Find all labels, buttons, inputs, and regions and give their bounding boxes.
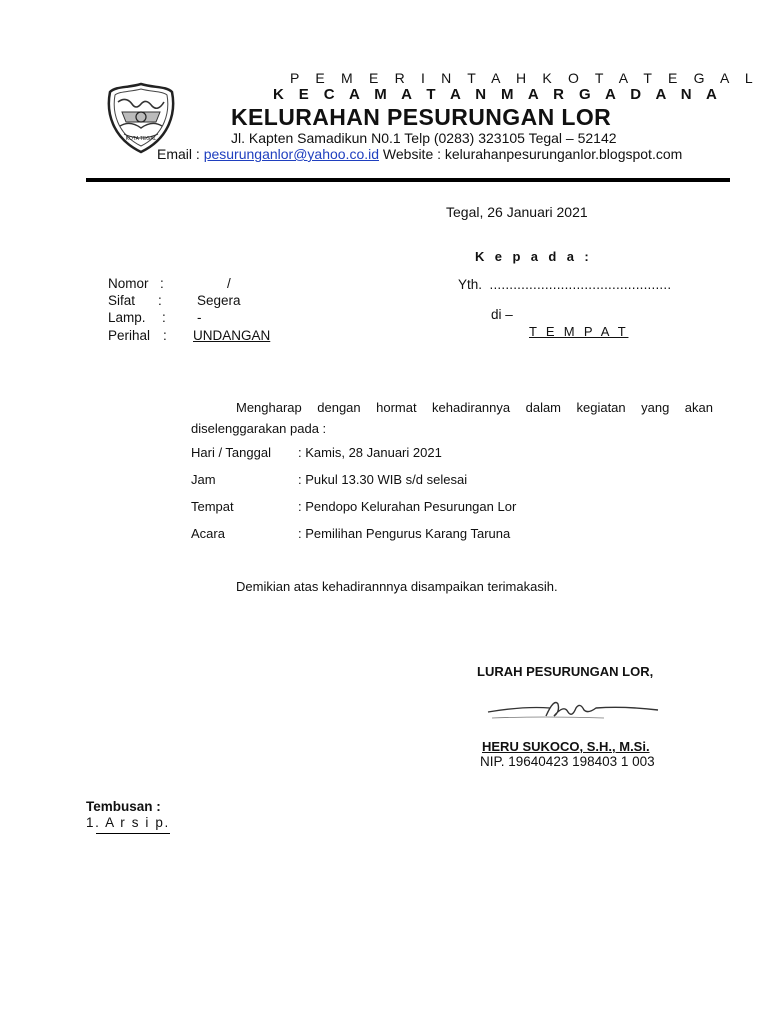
signatory-nip: NIP. 19640423 198403 1 003 — [480, 754, 655, 769]
city-emblem-logo — [106, 82, 176, 154]
header-village: KELURAHAN PESURUNGAN LOR — [231, 104, 612, 130]
closing-text: Demikian atas kehadirannnya disampaikan terimakasih. — [236, 579, 558, 594]
tembusan-underline — [96, 833, 170, 834]
detail-label-time: Jam — [191, 472, 216, 487]
recipient-dots: .............................................. — [489, 277, 672, 292]
sifat-colon: : — [158, 293, 162, 308]
handwritten-signature — [484, 692, 662, 724]
perihal-value: UNDANGAN — [193, 328, 271, 343]
header-divider — [86, 178, 730, 182]
sifat-value: Segera — [197, 293, 241, 308]
detail-value-date: : Kamis, 28 Januari 2021 — [298, 445, 442, 460]
nomor-colon: : — [160, 276, 164, 291]
header-government: P E M E R I N T A H K O T A T E G A L — [290, 70, 759, 86]
nomor-value: / — [227, 276, 231, 291]
signatory-name: HERU SUKOCO, S.H., M.Si. — [482, 739, 650, 754]
detail-label-date: Hari / Tanggal — [191, 445, 271, 460]
svg-text:KOTA TEGAL: KOTA TEGAL — [125, 136, 157, 142]
header-address: Jl. Kapten Samadikun N0.1 Telp (0283) 323105 Tegal – 52142 — [231, 130, 617, 146]
email-link[interactable]: pesurunganlor@yahoo.co.id — [203, 146, 380, 162]
kepada-heading: K e p a d a : — [475, 249, 593, 264]
recipient-line — [458, 277, 671, 292]
website-text: Website : kelurahanpesurunganlor.blogspot.com — [379, 146, 683, 162]
letter-body: Mengharap dengan hormat kehadirannya dalam kegiatan yang akan diselenggarakan pada : — [191, 400, 713, 436]
lamp-colon: : — [162, 310, 166, 325]
detail-label-event: Acara — [191, 526, 225, 541]
nomor-label: Nomor — [108, 276, 149, 291]
header-district: K E C A M A T A N M A R G A D A N A — [273, 86, 723, 103]
detail-value-place: : Pendopo Kelurahan Pesurungan Lor — [298, 499, 517, 514]
yth-label: Yth. — [458, 277, 483, 292]
tembusan-label: Tembusan : — [86, 799, 161, 814]
signatory-title: LURAH PESURUNGAN LOR, — [477, 664, 654, 679]
detail-value-event: : Pemilihan Pengurus Karang Taruna — [298, 526, 511, 541]
tempat-label: T E M P A T — [529, 324, 629, 339]
detail-label-place: Tempat — [191, 499, 234, 514]
di-label: di – — [491, 307, 513, 322]
perihal-colon: : — [163, 328, 167, 343]
detail-value-time: : Pukul 13.30 WIB s/d selesai — [298, 472, 468, 487]
letter-date: Tegal, 26 Januari 2021 — [446, 204, 588, 220]
perihal-label: Perihal — [108, 328, 151, 343]
email-label: Email : — [157, 146, 204, 162]
tembusan-item: 1. A r s i p. — [86, 815, 170, 830]
lamp-value: - — [197, 310, 202, 325]
header-contact — [157, 146, 682, 162]
sifat-label: Sifat — [108, 293, 136, 308]
lamp-label: Lamp. — [108, 310, 146, 325]
